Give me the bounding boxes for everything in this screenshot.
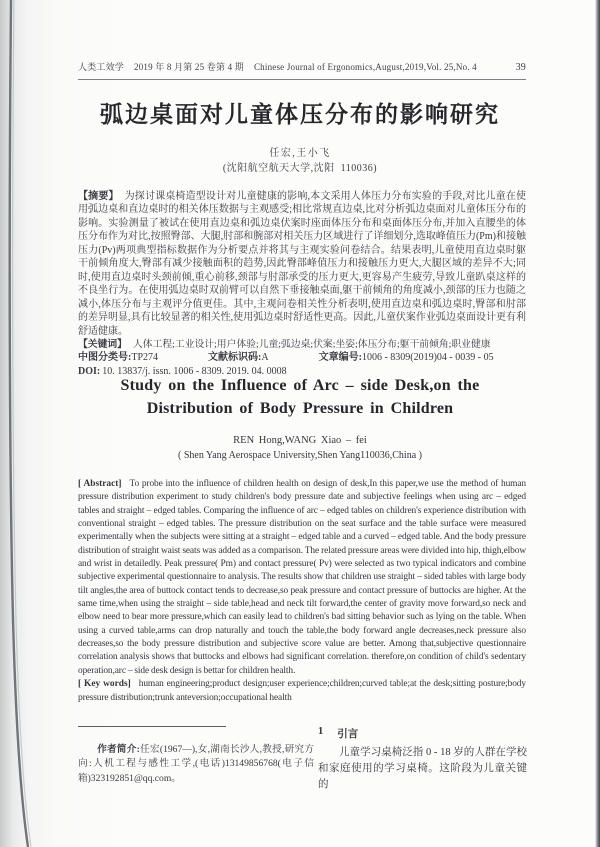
article-id: [319, 351, 494, 364]
keywords-en: [78, 678, 526, 705]
author-bio-label: 作者简介:: [97, 743, 140, 755]
abstract-text-cn: 为探讨课桌椅造型设计对儿童健康的影响,本文采用人体压力分布实验的手段,对比儿童在使用弧边桌和直边桌时的相关体压数据与主观感受;相比常规直边桌,比对分析弧边桌面对儿童体压分布的影响。实验测量了被试在使用直边桌和弧边桌伏案时座面体压分布和桌面体压分布,并加入直腰坐的体压分布作为对比,按照臀部、大腿,肘部和腕部对相关压力区域进行了详细划分,选取峰值压力(Pm)和接触压力(Pv)两项典型指标数据作为分析要点并将其与主观实验问卷结合。结果表明,儿童使用直边桌时躯干前倾角度大,臀部有减少接触面积的趋势,因此臀部峰值压力和接触压力更大,大腿区域的差异不大;同时,使用直边桌时头颈前倾,重心前移,颈部与肘部承受的压力更大,更容易产生疲劳,导致儿童趴桌这样的不良坐行为。在使用弧边桌时双前臂可以自然下垂接触桌面,躯干前倾角的角度减小,颈部的压力也随之减小,体压分布与主观评分值更佳。其中,主观问卷相关性分析表明,使用直边桌和弧边桌时,臀部和肘部的差异明显,具有比较显著的相关性,使用弧边桌时舒适性更高。因此,儿童伏案作业弧边桌面设计更有利舒适健康。: [78, 191, 527, 337]
author-bio-text: 任宏(1967—),女,湖南长沙人,教授,研究方向:人机工程与感性工学,(电话)13149856768(电子信箱)323192851@qq.com。: [78, 743, 314, 784]
abstract-label-en: [ Abstract]: [78, 479, 122, 489]
affiliation-en: ( Shen Yang Aerospace University,Shen Yang110036,China ): [178, 450, 422, 461]
abstract-en: [78, 478, 526, 678]
clc-value: TP274: [131, 352, 159, 364]
keywords-label-en: [ Key words]: [78, 679, 131, 690]
title-en-line1: Study on the Influence of Arc – side Desk,on the: [120, 377, 480, 394]
header-rule: [78, 79, 526, 80]
english-abstract-block: [78, 478, 526, 705]
chinese-abstract-block: [78, 190, 526, 378]
clc-label: 中图分类号:: [78, 352, 132, 364]
introduction-section: [318, 726, 527, 793]
document-code-value: A: [261, 352, 269, 364]
document-code-label: 文献标识码:: [208, 352, 262, 364]
keywords-text-cn: 人体工程;工业设计;用户体验;儿童;弧边桌;伏案;坐姿;体压分布;躯干前倾角;职业健康: [132, 338, 491, 350]
authors-en: REN Hong,WANG Xiao – fei: [233, 435, 367, 446]
article-meta-line: [78, 351, 526, 364]
affiliation-cn: (沈阳航空航天大学,沈阳 110036): [222, 163, 378, 174]
introduction-paragraph: 儿童学习桌椅泛指 0 - 18 岁的人群在学校和家庭使用的学习桌椅。这阶段为儿童关键的: [318, 747, 527, 790]
keywords-text-en: human engineering;product design;user experience;children;curved table;at the desk;sitting posture;body pressure distribution;trunk anteversion;occupational health: [78, 679, 526, 703]
footnote-divider: [78, 726, 226, 727]
authors-cn: 任宏,王小飞: [269, 148, 331, 159]
article-title-en: [0, 374, 600, 420]
document-code: [208, 351, 269, 364]
doi-label: DOI:: [78, 365, 101, 377]
journal-issue-cn: 2019 年 8 月第 25 卷第 4 期: [134, 62, 244, 72]
author-bio-footnote: [78, 743, 314, 787]
article-title-cn: 弧边桌面对儿童体压分布的影响研究: [100, 102, 500, 127]
journal-header: [78, 60, 526, 73]
article-id-label: 文章编号:: [318, 352, 362, 364]
doi-value: 10. 13837/j. issn. 1006 - 8309. 2019. 04. 0008: [102, 365, 287, 377]
journal-name-cn: 人类工效学: [78, 62, 125, 72]
section-number: 1: [318, 726, 324, 737]
page-number: 39: [515, 62, 526, 73]
article-id-value: 1006 - 8309(2019)04 - 0039 - 05: [361, 352, 494, 364]
title-en-line2: Distribution of Body Pressure in Children: [146, 400, 454, 417]
keywords-cn: [78, 338, 526, 351]
abstract-text-en: To probe into the influence of children health on design of desk,In this paper,we use the method of human pressure distribution experiment to study children's body pressure date and subjective feelings when using arc – edged tables and straight – edged tables. Comparing the influence of arc – edged tables on children's experience distribution with conventional straight – edged tables. The pressure distribution on the seat surface and the table surface were measured experimentally when the subjects were sitting at a straight – edged table and a curved – edged table. And the body pressure distribution of straight waist seats was added as a comparison. The related pressure areas were divided into hip, thigh,elbow and wrist in detailedly. Peak pressure( Pm) and contact pressure( Pv) were selected as two typical indicators and combine subjective experimental questionnaire to analysis. The results show that children use straight – sided tables with large body tilt angles,the area of buttock contact tends to decrease,so peak pressure and contact pressure of buttocks are higher. At the same time,when using the straight – side table,head and neck tilt forward,the center of gravity move forward,so neck and elbow need to bear more pressure,which can easily lead to children's bad sitting behavior such as lying on the table. When using a curved table,arms can drop naturally and touch the table,the body forward angle decreases,neck pressure also decreases,so the body pressure distribution and subjective score value are better. Among that,subjective questionnaire correlation analysis shows that buttocks and elbows had significant correlation. therefore,on condition of child's sedentary operation,arc – side desk design is bettar for children health.: [78, 479, 526, 676]
english-heading-block: [0, 374, 600, 461]
abstract-cn: [78, 190, 526, 338]
introduction-heading: [318, 726, 527, 741]
journal-name-en: Chinese Journal of Ergonomics,August,2019,Vol. 25,No. 4: [253, 62, 477, 72]
section-title: 引言: [337, 729, 359, 740]
clc-number: [78, 351, 158, 364]
keywords-label-cn: 【关键词】: [78, 338, 127, 350]
abstract-label-cn: 【摘要】: [78, 191, 119, 202]
journal-header-text: [78, 60, 477, 73]
